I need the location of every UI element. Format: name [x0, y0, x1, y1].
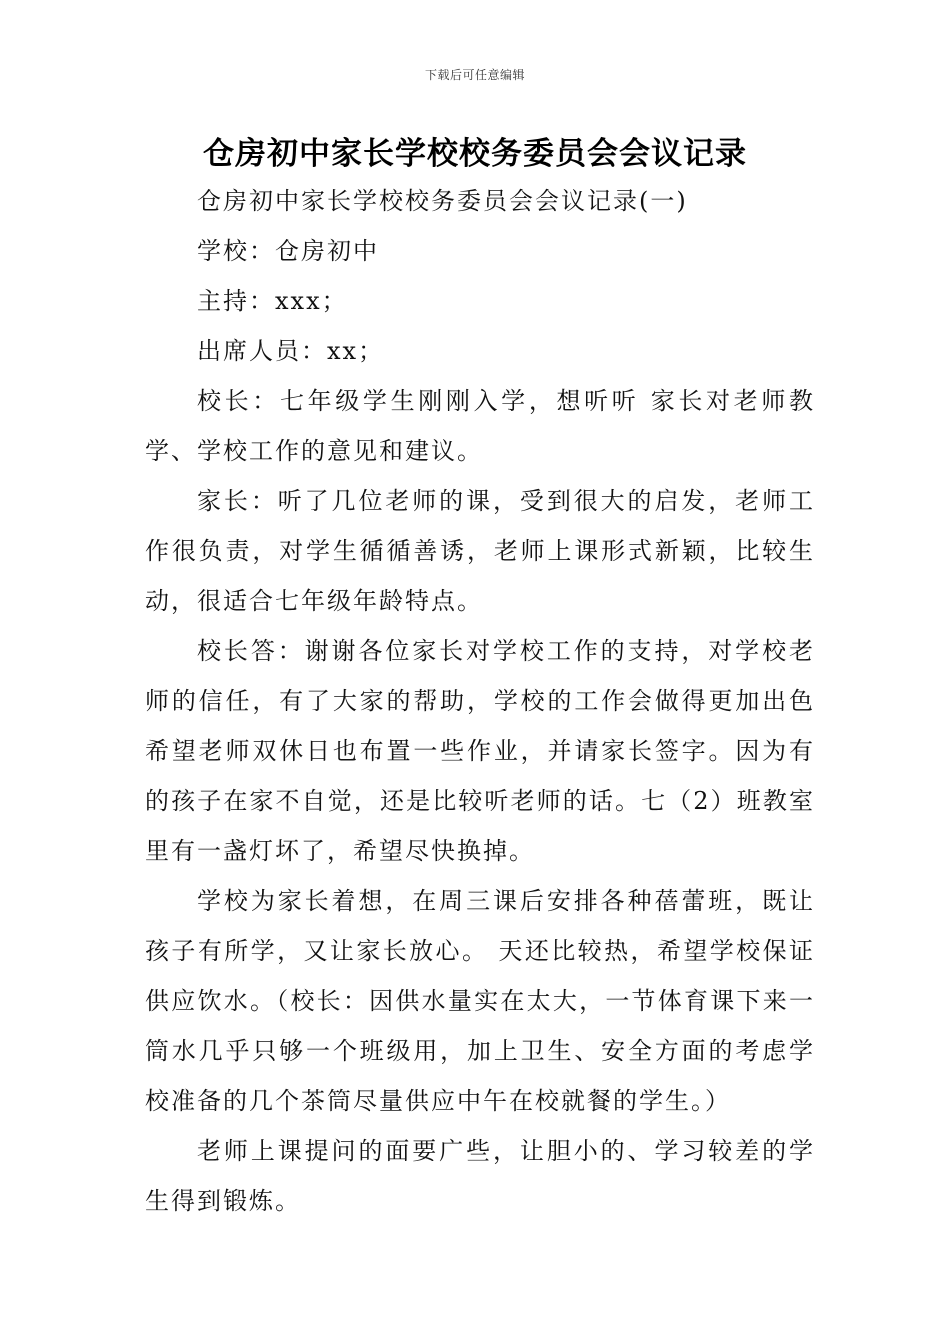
- document-body: [145, 176, 815, 1226]
- document-title: 仓房初中家长学校校务委员会会议记录: [203, 136, 747, 172]
- after-school-paragraph: 学校为家长着想，在周三课后安排各种蓓蕾班，既让孩子有所学，又让家长放心。 天还比较热，希望学校保证供应饮水。（校长：因供水量实在太大，一节体育课下来一筒水几乎只够一个班级用，加上卫生、安全方面的考虑学校准备的几个茶筒尽量供应中午在校就餐的学生。）: [145, 887, 815, 1115]
- attendees-line: 出席人员：xx；: [197, 337, 385, 365]
- parent-feedback-paragraph: 家长：听了几位老师的课，受到很大的启发，老师工作很负责，对学生循循善诱，老师上课形式新颖，比较生动，很适合七年级年龄特点。: [145, 487, 815, 615]
- principal-answer-paragraph: 校长答：谢谢各位家长对学校工作的支持，对学校老师的信任，有了大家的帮助，学校的工作会做得更加出色希望老师双休日也布置一些作业，并请家长签字。因为有的孩子在家不自觉，还是比较听老师的话。七（2）班教室里有一盏灯坏了，希望尽快换掉。: [145, 637, 815, 865]
- school-line: 学校：仓房初中: [197, 237, 379, 265]
- principal-opening-paragraph: 校长：七年级学生刚刚入学，想听听 家长对老师教学、学校工作的意见和建议。: [145, 387, 815, 465]
- header-note: 下载后可任意编辑: [424, 68, 525, 82]
- subtitle-paragraph: 仓房初中家长学校校务委员会会议记录(一): [197, 187, 688, 215]
- questioning-paragraph: 老师上课提问的面要广些，让胆小的、学习较差的学生得到锻炼。: [145, 1137, 815, 1215]
- host-line: 主持：xxx；: [197, 287, 348, 315]
